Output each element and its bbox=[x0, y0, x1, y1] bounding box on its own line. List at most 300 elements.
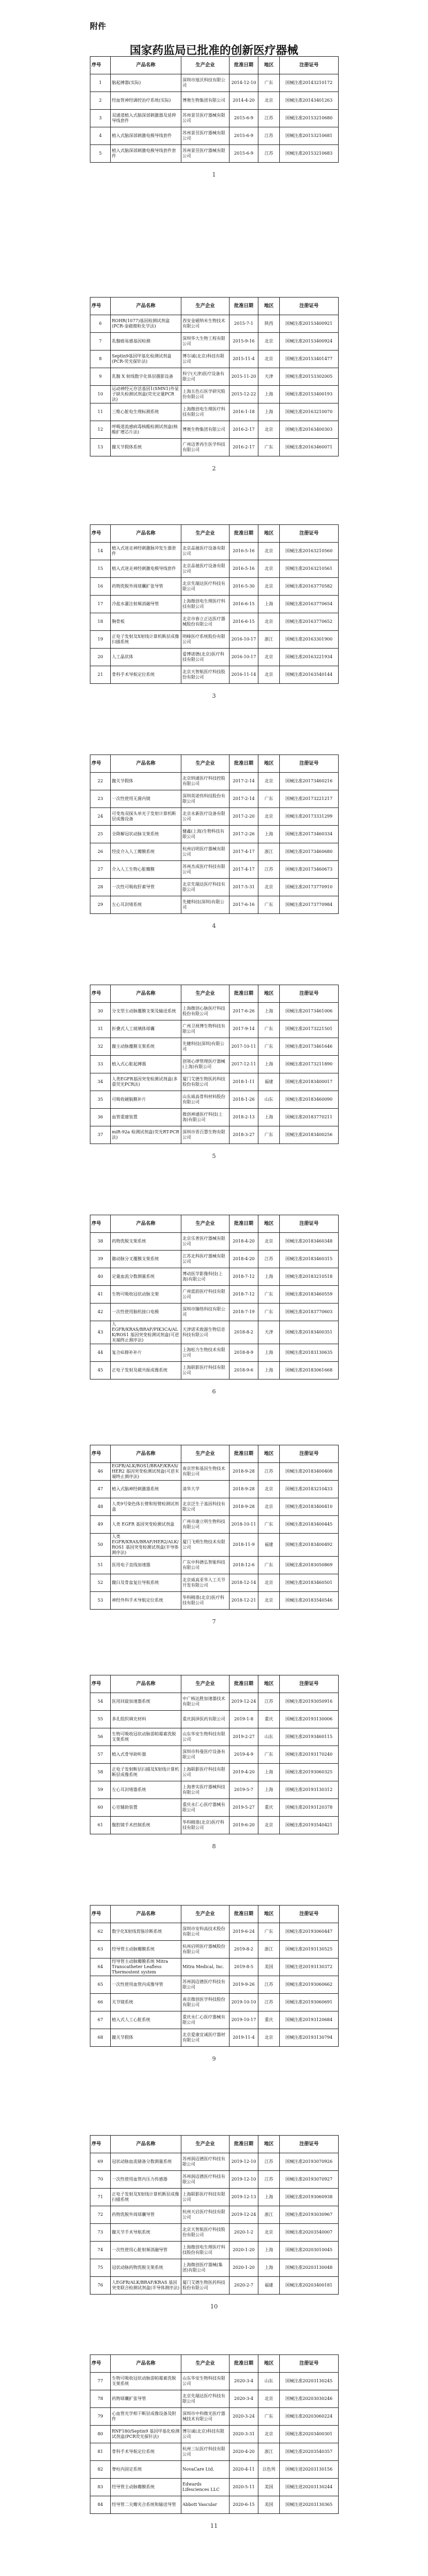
cell-region: 北京 bbox=[258, 333, 280, 350]
cell-name: 髋关节手术导航系统 bbox=[111, 2224, 181, 2242]
cell-reg-no: 国械注进20203130156 bbox=[280, 2461, 339, 2479]
cell-seq: 61 bbox=[90, 1817, 111, 1834]
cell-company: 苏州景昱医疗器械有限公司 bbox=[181, 145, 230, 163]
table-row bbox=[90, 1463, 339, 1481]
cell-seq: 28 bbox=[90, 879, 111, 896]
cell-reg-no: 国械注准20163400303 bbox=[280, 421, 339, 439]
cell-region: 上海 bbox=[258, 2259, 280, 2277]
cell-region: 江苏 bbox=[258, 2153, 280, 2171]
cell-seq: 31 bbox=[90, 1020, 111, 1038]
table-row bbox=[90, 1799, 339, 1817]
cell-company: 创领心律管理医疗器械(上海)有限公司 bbox=[181, 1056, 230, 1073]
table-row bbox=[90, 1286, 339, 1304]
cell-name: 植入式骨导助听器 bbox=[111, 1746, 181, 1764]
cell-seq: 6 bbox=[90, 315, 111, 333]
cell-reg-no: 国械注准20193060325 bbox=[280, 1764, 339, 1781]
table-row bbox=[90, 1941, 339, 1958]
cell-date: 2019-12-10 bbox=[230, 2171, 258, 2189]
cell-region: 北京 bbox=[258, 2390, 280, 2408]
cell-reg-no: 国械注准20183210518 bbox=[280, 1268, 339, 1286]
cell-seq: 16 bbox=[90, 578, 111, 596]
cell-name: 脊柱内固定系统 bbox=[111, 2461, 181, 2479]
cell-name: 髋主动脉覆膜支架系统 bbox=[111, 1038, 181, 1056]
cell-reg-no: 国械注准20183400256 bbox=[280, 1126, 339, 1144]
cell-name: 多孔组织填充材料 bbox=[111, 1711, 181, 1728]
cell-region: 上海 bbox=[258, 1764, 280, 1781]
cell-company: 博奥生物集团有限公司 bbox=[181, 421, 230, 439]
table-row bbox=[90, 1958, 339, 1976]
cell-date: 2016-5-16 bbox=[230, 543, 258, 560]
page-number: 7 bbox=[212, 1618, 216, 1625]
cell-name: 左心耳封堵器系统 bbox=[111, 1781, 181, 1799]
cell-reg-no: 国械注准20163210560 bbox=[280, 543, 339, 560]
page-number: 11 bbox=[210, 2522, 218, 2529]
header-company: 生产企业 bbox=[181, 1445, 230, 1463]
cell-name: 生物可吸收冠状动脉支架 bbox=[111, 1286, 181, 1304]
cell-name: 人类EGFR基因突变检测试剂盒(多重荧光PCR法) bbox=[111, 1073, 181, 1091]
cell-region: 江苏 bbox=[258, 127, 280, 145]
cell-date: 2018-8-9 bbox=[230, 1344, 258, 1362]
table-row bbox=[90, 2426, 339, 2443]
table-row bbox=[90, 350, 339, 368]
cell-seq: 78 bbox=[90, 2390, 111, 2408]
cell-seq: 57 bbox=[90, 1746, 111, 1764]
table-header-row bbox=[90, 525, 339, 543]
cell-name: 全降解冠状动脉支架系统 bbox=[111, 826, 181, 843]
cell-date: 2019-6-24 bbox=[230, 1923, 258, 1941]
cell-date: 2019-12-24 bbox=[230, 2206, 258, 2224]
cell-seq: 77 bbox=[90, 2373, 111, 2390]
cell-reg-no: 国械注准20173331299 bbox=[280, 808, 339, 826]
table-row bbox=[90, 631, 339, 649]
cell-date: 2015-6-9 bbox=[230, 145, 258, 163]
cell-name: 人工晶状体 bbox=[111, 649, 181, 666]
cell-name: 运动神经元存活基因1(SMN1)外显子缺失检测试剂盒(荧光定量PCR法) bbox=[111, 386, 181, 403]
cell-name: 正电子发射断层扫描及X射线计算机断层成像系统 bbox=[111, 1764, 181, 1781]
cell-company: 上海联影医疗科技有限公司 bbox=[181, 1362, 230, 1380]
cell-company: 爱博诺德(北京)医疗科技有限公司 bbox=[181, 649, 230, 666]
cell-region: 广东 bbox=[258, 2408, 280, 2426]
cell-reg-no: 国械注准20193060447 bbox=[280, 1923, 339, 1941]
cell-region: 广东 bbox=[258, 1557, 280, 1574]
cell-seq: 52 bbox=[90, 1574, 111, 1592]
cell-name: 经导管主动脉瓣膜系统 Mitra Transcatheter Leafless Thermostent system bbox=[111, 1958, 181, 1976]
cell-region: 广东 bbox=[258, 1126, 280, 1144]
cell-name: 经皮介入人工瓣膜系统 bbox=[111, 843, 181, 861]
page-block bbox=[90, 2354, 338, 2529]
cell-region: 以色列 bbox=[258, 2461, 280, 2479]
table-row bbox=[90, 826, 339, 843]
cell-company: 北京乐普医疗器械有限公司 bbox=[181, 1233, 230, 1251]
cell-date: 2016-5-16 bbox=[230, 560, 258, 578]
cell-date: 2015-6-9 bbox=[230, 127, 258, 145]
table-row bbox=[90, 1711, 339, 1728]
cell-date: 2018-2-13 bbox=[230, 1109, 258, 1126]
cell-company: 华科精准(北京)医疗科技有限公司 bbox=[181, 1817, 230, 1834]
header-region: 地区 bbox=[258, 1215, 280, 1233]
cell-region: 江苏 bbox=[258, 110, 280, 127]
cell-region: 广东 bbox=[258, 74, 280, 92]
cell-date: 2019-5-27 bbox=[230, 1799, 258, 1817]
cell-region: 江苏 bbox=[258, 1463, 280, 1481]
cell-seq: 55 bbox=[90, 1711, 111, 1728]
cell-seq: 73 bbox=[90, 2224, 111, 2242]
cell-seq: 48 bbox=[90, 1498, 111, 1516]
page-number: 10 bbox=[210, 2303, 218, 2310]
header-seq: 序号 bbox=[90, 2355, 111, 2373]
page-block bbox=[90, 56, 338, 178]
cell-reg-no: 国械注准20153210681 bbox=[280, 127, 339, 145]
table-row bbox=[90, 127, 339, 145]
cell-region: 北京 bbox=[258, 1574, 280, 1592]
cell-name: 一次性使用血管内压力传感器 bbox=[111, 2171, 181, 2189]
table-row bbox=[90, 1693, 339, 1711]
table-row bbox=[90, 74, 339, 92]
cell-company: 苏州景昱医疗器械有限公司 bbox=[181, 110, 230, 127]
cell-name: 可变角双探头单光子发射计算机断层成像设备 bbox=[111, 808, 181, 826]
cell-seq: 58 bbox=[90, 1764, 111, 1781]
page-number: 6 bbox=[212, 1388, 216, 1395]
page-number: 5 bbox=[212, 1153, 216, 1160]
cell-date: 2020-1-20 bbox=[230, 2242, 258, 2259]
cell-name: 呼吸道流感病毒核酸检测试剂盒(核酸扩增芯片法) bbox=[111, 421, 181, 439]
cell-date: 2018-9-6 bbox=[230, 1362, 258, 1380]
cell-region: 上海 bbox=[258, 403, 280, 421]
cell-name: 人EGFR/ALK/BRAF/KRAS 基因突变联合检测试剂盒(半导体测序法) bbox=[111, 2277, 181, 2295]
cell-date: 2019-4-20 bbox=[230, 1764, 258, 1781]
header-seq: 序号 bbox=[90, 985, 111, 1003]
cell-region: 美国 bbox=[258, 2479, 280, 2496]
header-company: 生产企业 bbox=[181, 755, 230, 773]
table-row bbox=[90, 896, 339, 914]
cell-seq: 56 bbox=[90, 1728, 111, 1746]
header-date: 批准日期 bbox=[230, 1445, 258, 1463]
cell-reg-no: 国械注准20163210070 bbox=[280, 403, 339, 421]
table-row bbox=[90, 1321, 339, 1344]
table-row bbox=[90, 2224, 339, 2242]
header-seq: 序号 bbox=[90, 298, 111, 315]
device-table bbox=[90, 1675, 339, 1834]
cell-seq: 62 bbox=[90, 1923, 111, 1941]
cell-company: 苏州润迈德医疗科技有限公司 bbox=[181, 2153, 230, 2171]
cell-name: 植入式脑深部刺激电极导线套件 bbox=[111, 127, 181, 145]
cell-name: 左心耳封堵系统 bbox=[111, 896, 181, 914]
cell-name: miR-92a 检测试剂盒(荧光RT-PCR法) bbox=[111, 1126, 181, 1144]
cell-seq: 64 bbox=[90, 1958, 111, 1976]
page-block bbox=[90, 1215, 338, 1395]
cell-company: 上海松力生物技术有限公司 bbox=[181, 1344, 230, 1362]
cell-reg-no: 国械注准20193050916 bbox=[280, 1693, 339, 1711]
cell-reg-no: 国械注准20183400492 bbox=[280, 1534, 339, 1557]
cell-region: 北京 bbox=[258, 560, 280, 578]
header-region: 地区 bbox=[258, 2136, 280, 2153]
cell-name: 人 EGFR/KRAS/BRAF/PIK3CA/ALK/ROS1 基因突变检测试剂盒(可逆末端终止测序法) bbox=[111, 1321, 181, 1344]
cell-region: 北京 bbox=[258, 649, 280, 666]
cell-reg-no: 国械注准20163301900 bbox=[280, 631, 339, 649]
table-row bbox=[90, 1976, 339, 1994]
cell-seq: 74 bbox=[90, 2242, 111, 2259]
cell-company: 杭州启明医疗器械有限公司 bbox=[181, 843, 230, 861]
cell-date: 2018-4-20 bbox=[230, 1233, 258, 1251]
cell-region: 上海 bbox=[258, 1362, 280, 1380]
cell-reg-no: 国械注准20173461646 bbox=[280, 1038, 339, 1056]
cell-reg-no: 国械注准20183460348 bbox=[280, 1233, 339, 1251]
header-date: 批准日期 bbox=[230, 985, 258, 1003]
header-company: 生产企业 bbox=[181, 2355, 230, 2373]
header-name: 产品名称 bbox=[111, 2136, 181, 2153]
cell-region: 北京 bbox=[258, 2426, 280, 2443]
page-block bbox=[90, 1905, 338, 2062]
cell-region: 广东 bbox=[258, 439, 280, 456]
cell-seq: 30 bbox=[90, 1003, 111, 1020]
cell-region: 重庆 bbox=[258, 1799, 280, 1817]
cell-region: 北京 bbox=[258, 1481, 280, 1498]
table-row bbox=[90, 1109, 339, 1126]
cell-company: 重庆永仁心医疗器械有限公司 bbox=[181, 2011, 230, 2029]
table-row bbox=[90, 1251, 339, 1268]
cell-company: 苏州杰成医疗科技有限公司 bbox=[181, 861, 230, 879]
cell-region: 北京 bbox=[258, 92, 280, 110]
cell-date: 2016-2-17 bbox=[230, 421, 258, 439]
cell-company: 北京天智航医疗科技股份有限公司 bbox=[181, 2224, 230, 2242]
header-company: 生产企业 bbox=[181, 525, 230, 543]
cell-date: 2015-6-9 bbox=[230, 110, 258, 127]
table-row bbox=[90, 2029, 339, 2047]
cell-company: 深圳市旭沃科技有限公司 bbox=[181, 74, 230, 92]
cell-region: 广东 bbox=[258, 1304, 280, 1321]
cell-date: 2020-3-31 bbox=[230, 2426, 258, 2443]
header-name: 产品名称 bbox=[111, 525, 181, 543]
cell-region: 北京 bbox=[258, 808, 280, 826]
cell-name: 植入式迷走神经刺激脉冲发生器套件 bbox=[111, 543, 181, 560]
table-header-row bbox=[90, 1215, 339, 1233]
cell-company: Mitra Medical, Inc. bbox=[181, 1958, 230, 1976]
cell-seq: 42 bbox=[90, 1304, 111, 1321]
table-row bbox=[90, 2242, 339, 2259]
header-reg-no: 注册证号 bbox=[280, 57, 339, 74]
cell-company: 北京永新医疗设备有限公司 bbox=[181, 808, 230, 826]
cell-company: 杭州启明医疗器械股份有限公司 bbox=[181, 1941, 230, 1958]
cell-reg-no: 国械注准20183770603 bbox=[280, 1304, 339, 1321]
cell-name: 介入人工生物心脏瓣膜 bbox=[111, 861, 181, 879]
cell-reg-no: 国械注准20153302005 bbox=[280, 368, 339, 386]
header-region: 地区 bbox=[258, 298, 280, 315]
cell-company: 博尔诚(北京)科技有限公司 bbox=[181, 350, 230, 368]
header-name: 产品名称 bbox=[111, 1445, 181, 1463]
cell-date: 2016-10-17 bbox=[230, 649, 258, 666]
table-row bbox=[90, 110, 339, 127]
cell-name: 分支型主动脉覆膜支架及输送系统 bbox=[111, 1003, 181, 1020]
table-header-row bbox=[90, 298, 339, 315]
table-row bbox=[90, 879, 339, 896]
cell-company: 重庆永仁心医疗器械有限公司 bbox=[181, 1799, 230, 1817]
cell-region: 江苏 bbox=[258, 145, 280, 163]
cell-reg-no: 国械注准20173770984 bbox=[280, 896, 339, 914]
cell-reg-no: 国械注准20183540546 bbox=[280, 1592, 339, 1610]
cell-name: 乳腺 X 射线数字化体层摄影设备 bbox=[111, 368, 181, 386]
table-row bbox=[90, 92, 339, 110]
cell-name: 髋关节假体 bbox=[111, 773, 181, 790]
cell-reg-no: 国械注进20193130372 bbox=[280, 1958, 339, 1976]
cell-company: 江苏北科医疗器械有限公司 bbox=[181, 1251, 230, 1268]
table-header-row bbox=[90, 2136, 339, 2153]
cell-seq: 46 bbox=[90, 1463, 111, 1481]
cell-region: 北京 bbox=[258, 350, 280, 368]
cell-reg-no: 国械注准20183770211 bbox=[280, 1109, 339, 1126]
cell-date: 2017-5-31 bbox=[230, 879, 258, 896]
cell-name: 心室辅助装置 bbox=[111, 1799, 181, 1817]
cell-company: 天津诺禾致源生物信息科技有限公司 bbox=[181, 1321, 230, 1344]
cell-company: 上海微创医疗器械(集团)有限公司 bbox=[181, 2259, 230, 2277]
cell-region: 北京 bbox=[258, 2029, 280, 2047]
cell-date: 2018-12-14 bbox=[230, 1574, 258, 1592]
cell-company: 先健科技(深圳)有限公司 bbox=[181, 896, 230, 914]
cell-company: 明峰医疗系统股份有限公司 bbox=[181, 631, 230, 649]
cell-region: 江苏 bbox=[258, 1251, 280, 1268]
cell-company: 南京微创医学科技股份有限公司 bbox=[181, 1994, 230, 2011]
cell-date: 2019-10-10 bbox=[230, 1994, 258, 2011]
cell-name: Septin9基因甲基化检测试剂盒(PCR-荧光探针法) bbox=[111, 350, 181, 368]
cell-reg-no: 国械注准20203060224 bbox=[280, 2408, 339, 2426]
cell-company: 杭州三坛医疗科技有限公司 bbox=[181, 2443, 230, 2461]
table-row bbox=[90, 1091, 339, 1109]
cell-date: 2019-6-20 bbox=[230, 1817, 258, 1834]
cell-name: 血管重建装置 bbox=[111, 1109, 181, 1126]
cell-reg-no: 国械注准20193060938 bbox=[280, 2189, 339, 2206]
table-row bbox=[90, 386, 339, 403]
page-title: 国家药监局已批准的创新医疗器械 bbox=[129, 44, 299, 57]
cell-company: 北京爱康宜诚医疗器材有限公司 bbox=[181, 2029, 230, 2047]
header-date: 批准日期 bbox=[230, 298, 258, 315]
cell-company: 科宁(天津)医疗设备有限公司 bbox=[181, 368, 230, 386]
table-row bbox=[90, 2373, 339, 2390]
cell-company: 北京泛生子基因科技有限公司 bbox=[181, 1498, 230, 1516]
cell-company: 南京世和基因生物技术有限公司 bbox=[181, 1463, 230, 1481]
table-row bbox=[90, 1481, 339, 1498]
cell-date: 2017-6-26 bbox=[230, 1003, 258, 1020]
cell-company: Edwards Lifesciences LLC bbox=[181, 2479, 230, 2496]
header-seq: 序号 bbox=[90, 57, 111, 74]
page-number: 8 bbox=[212, 1843, 216, 1850]
header-company: 生产企业 bbox=[181, 1675, 230, 1693]
table-row bbox=[90, 1268, 339, 1286]
cell-date: 2020-3-24 bbox=[230, 2408, 258, 2426]
cell-date: 2017-4-17 bbox=[230, 843, 258, 861]
cell-region: 浙江 bbox=[258, 1941, 280, 1958]
cell-name: 药物球囊扩张导管 bbox=[111, 2390, 181, 2408]
cell-region: 广东 bbox=[258, 1286, 280, 1304]
table-row bbox=[90, 1764, 339, 1781]
cell-name: 冷盐水灌注射频消融导管 bbox=[111, 596, 181, 613]
cell-region: 北京 bbox=[258, 879, 280, 896]
cell-seq: 72 bbox=[90, 2206, 111, 2224]
cell-region: 上海 bbox=[258, 2242, 280, 2259]
cell-company: 北京纳通医疗科技控股有限公司 bbox=[181, 773, 230, 790]
table-row bbox=[90, 2171, 339, 2189]
cell-date: 2020-4-11 bbox=[230, 2461, 258, 2479]
device-table bbox=[90, 1905, 339, 2047]
cell-name: 药物洗脱外周球囊导管 bbox=[111, 2206, 181, 2224]
cell-company: 上海微创电生理医疗科技股份有限公司 bbox=[181, 2242, 230, 2259]
cell-seq: 26 bbox=[90, 843, 111, 861]
cell-seq: 50 bbox=[90, 1534, 111, 1557]
cell-company: 上海普实医疗器械科技有限公司 bbox=[181, 1781, 230, 1799]
cell-seq: 20 bbox=[90, 649, 111, 666]
table-row bbox=[90, 578, 339, 596]
cell-company: 健鑫(上海)生物科技有限公司 bbox=[181, 826, 230, 843]
cell-name: 复合疝修补补片 bbox=[111, 1344, 181, 1362]
cell-reg-no: 国械注准20203030246 bbox=[280, 2390, 339, 2408]
cell-reg-no: 国械注准20183210433 bbox=[280, 1481, 339, 1498]
cell-name: 胸骨板 bbox=[111, 613, 181, 631]
cell-region: 浙江 bbox=[258, 2206, 280, 2224]
cell-company: 厦门飞朔生物技术有限公司 bbox=[181, 1534, 230, 1557]
cell-date: 2018-1-11 bbox=[230, 1073, 258, 1091]
header-company: 生产企业 bbox=[181, 298, 230, 315]
table-row bbox=[90, 790, 339, 808]
cell-region: 天津 bbox=[258, 368, 280, 386]
cell-name: 三维心脏电生理标测系统 bbox=[111, 403, 181, 421]
cell-region: 江苏 bbox=[258, 2171, 280, 2189]
cell-region: 北京 bbox=[258, 421, 280, 439]
cell-name: 生物可吸收冠状动脉雷帕霉素洗脱支架系统 bbox=[111, 1728, 181, 1746]
cell-region: 山东 bbox=[258, 1728, 280, 1746]
cell-seq: 79 bbox=[90, 2408, 111, 2426]
cell-name: 折叠式人工玻璃体球囊 bbox=[111, 1020, 181, 1038]
cell-name: 一次性可吸收肝素导管 bbox=[111, 879, 181, 896]
cell-date: 2017-2-26 bbox=[230, 826, 258, 843]
cell-reg-no: 国械注准20183400017 bbox=[280, 1073, 339, 1091]
table-row bbox=[90, 2189, 339, 2206]
table-row bbox=[90, 1020, 339, 1038]
cell-reg-no: 国械注准20193060691 bbox=[280, 1994, 339, 2011]
cell-reg-no: 国械注准20153400193 bbox=[280, 386, 339, 403]
cell-region: 浙江 bbox=[258, 631, 280, 649]
cell-date: 2015-12-22 bbox=[230, 386, 258, 403]
header-company: 生产企业 bbox=[181, 1215, 230, 1233]
table-row bbox=[90, 1038, 339, 1056]
cell-reg-no: 国械注准20173460334 bbox=[280, 826, 339, 843]
cell-seq: 51 bbox=[90, 1557, 111, 1574]
header-reg-no: 注册证号 bbox=[280, 985, 339, 1003]
cell-company: 上海五色石医学研究股份有限公司 bbox=[181, 386, 230, 403]
page-number: 4 bbox=[212, 923, 216, 929]
cell-name: 骨科手术导航定位系统 bbox=[111, 666, 181, 684]
cell-date: 2018-7-12 bbox=[230, 1268, 258, 1286]
header-reg-no: 注册证号 bbox=[280, 1675, 339, 1693]
table-row bbox=[90, 1516, 339, 1534]
page-block bbox=[90, 524, 338, 699]
table-header-row bbox=[90, 57, 339, 74]
cell-reg-no: 国械注准20203010045 bbox=[280, 2242, 339, 2259]
cell-region: 北京 bbox=[258, 2224, 280, 2242]
cell-region: 广东 bbox=[258, 896, 280, 914]
cell-date: 2020-3-4 bbox=[230, 2373, 258, 2390]
header-reg-no: 注册证号 bbox=[280, 1215, 339, 1233]
header-region: 地区 bbox=[258, 1906, 280, 1923]
cell-company: 深圳市科曼医疗设备有限公司 bbox=[181, 1746, 230, 1764]
cell-region: 江苏 bbox=[258, 1994, 280, 2011]
header-region: 地区 bbox=[258, 57, 280, 74]
cell-company: 广州迈普再生医学科技有限公司 bbox=[181, 439, 230, 456]
cell-region: 广东 bbox=[258, 1923, 280, 1941]
header-name: 产品名称 bbox=[111, 1215, 181, 1233]
cell-date: 2020-1-2 bbox=[230, 2224, 258, 2242]
cell-name: 心血管光学相干断层成像设备及附件 bbox=[111, 2408, 181, 2426]
cell-date: 2016-10-17 bbox=[230, 631, 258, 649]
cell-seq: 44 bbox=[90, 1344, 111, 1362]
cell-name: 神经外科手术导航定位系统 bbox=[111, 1592, 181, 1610]
